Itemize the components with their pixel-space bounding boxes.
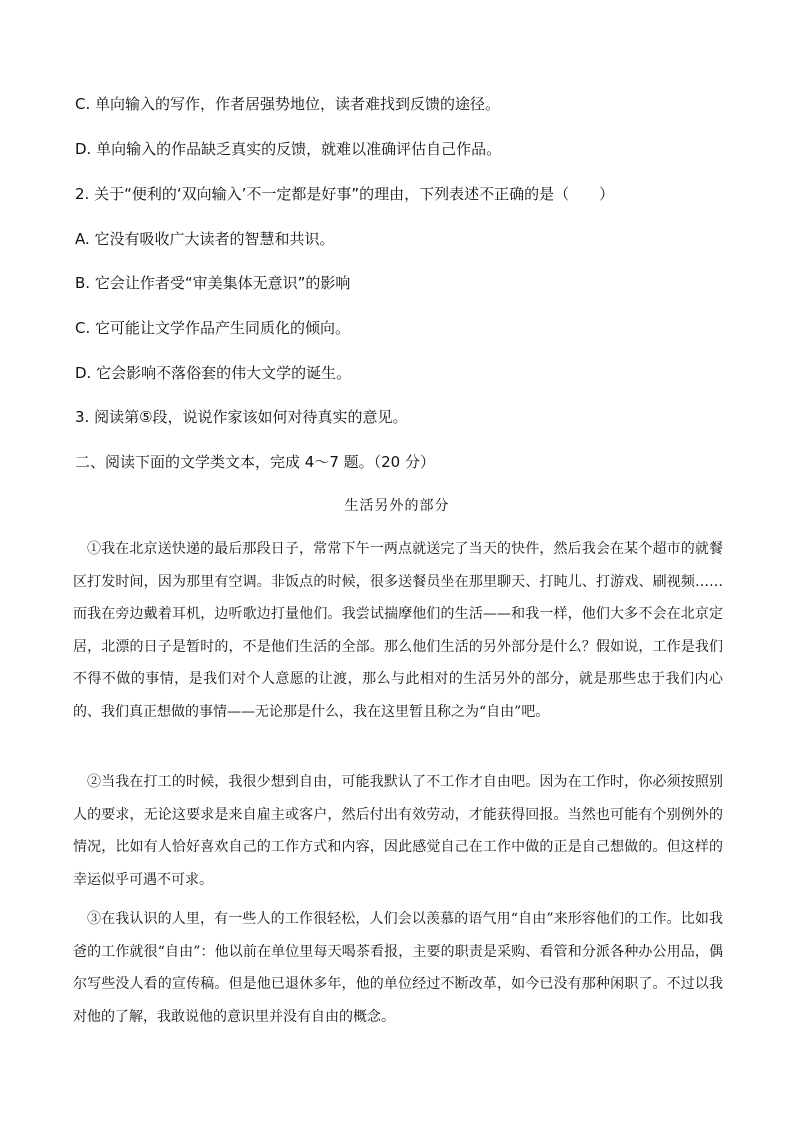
section-heading: 二、阅读下面的文学类文本，完成 4～7 题。（20 分） bbox=[75, 453, 435, 471]
article-paragraph-2: ②当我在打工的时候，我很少想到自由，可能我默认了不工作才自由吧。因为在工作时，你必须按照别人的要求，无论这要求是来自雇主或客户，然后付出有效劳动，才能获得回报。当然也可能有个别例外的情况，比如有人恰好喜欢自己的工作方式和内容，因此感觉自己在工作中做的正是自己想做的。但这样的幸运似乎可遇不可求。 bbox=[73, 774, 723, 888]
question-2-option-a: A. 它没有吸收广大读者的智慧和共识。 bbox=[75, 230, 335, 248]
question-2-option-d: D. 它会影响不落俗套的伟大文学的诞生。 bbox=[75, 364, 352, 382]
question-2-option-c: C. 它可能让文学作品产生同质化的倾向。 bbox=[75, 319, 351, 337]
question-1-option-c: C. 单向输入的写作，作者居强势地位，读者难找到反馈的途径。 bbox=[75, 95, 501, 113]
article-title: 生活另外的部分 bbox=[344, 498, 450, 514]
question-2-option-b: B. 它会让作者受“审美集体无意识”的影响 bbox=[75, 274, 351, 292]
question-3-stem: 3. 阅读第⑤段，说说作家该如何对待真实的意见。 bbox=[75, 408, 408, 426]
article-paragraph-3: ③在我认识的人里，有一些人的工作很轻松，人们会以羡慕的语气用“自由”来形容他们的工作。比如我爸的工作就很“自由”：他以前在单位里每天喝茶看报，主要的职责是采购、看管和分派各种办公用品，偶尔写些没人看的宣传稿。但是他已退休多年，他的单位经过不断改革，如今已没有那种闲职了。不过以我对他的了解，我敢说他的意识里并没有自由的概念。 bbox=[73, 911, 723, 1025]
question-2-stem: 2. 关于“便利的‘双向输入’不一定都是好事”的理由，下列表述不正确的是（ ） bbox=[75, 185, 615, 203]
article-paragraph-1: ①我在北京送快递的最后那段日子，常常下午一两点就送完了当天的快件，然后我会在某个超市的就餐区打发时间，因为那里有空调。非饭点的时候，很多送餐员坐在那里聊天、打盹儿、打游戏、刷视频……而我在旁边戴着耳机，边听歌边打量他们。我尝试揣摩他们的生活——和我一样，他们大多不会在北京定居，北漂的日子是暂时的，不是他们生活的全部。那么他们生活的另外部分是什么？假如说，工作是我们不得不做的事情，是我们对个人意愿的让渡，那么与此相对的生活另外的部分，就是那些忠于我们内心的、我们真正想做的事情——无论那是什么，我在这里暂且称之为“自由”吧。 bbox=[73, 541, 723, 720]
question-1-option-d: D. 单向输入的作品缺乏真实的反馈，就难以准确评估自己作品。 bbox=[75, 140, 502, 158]
